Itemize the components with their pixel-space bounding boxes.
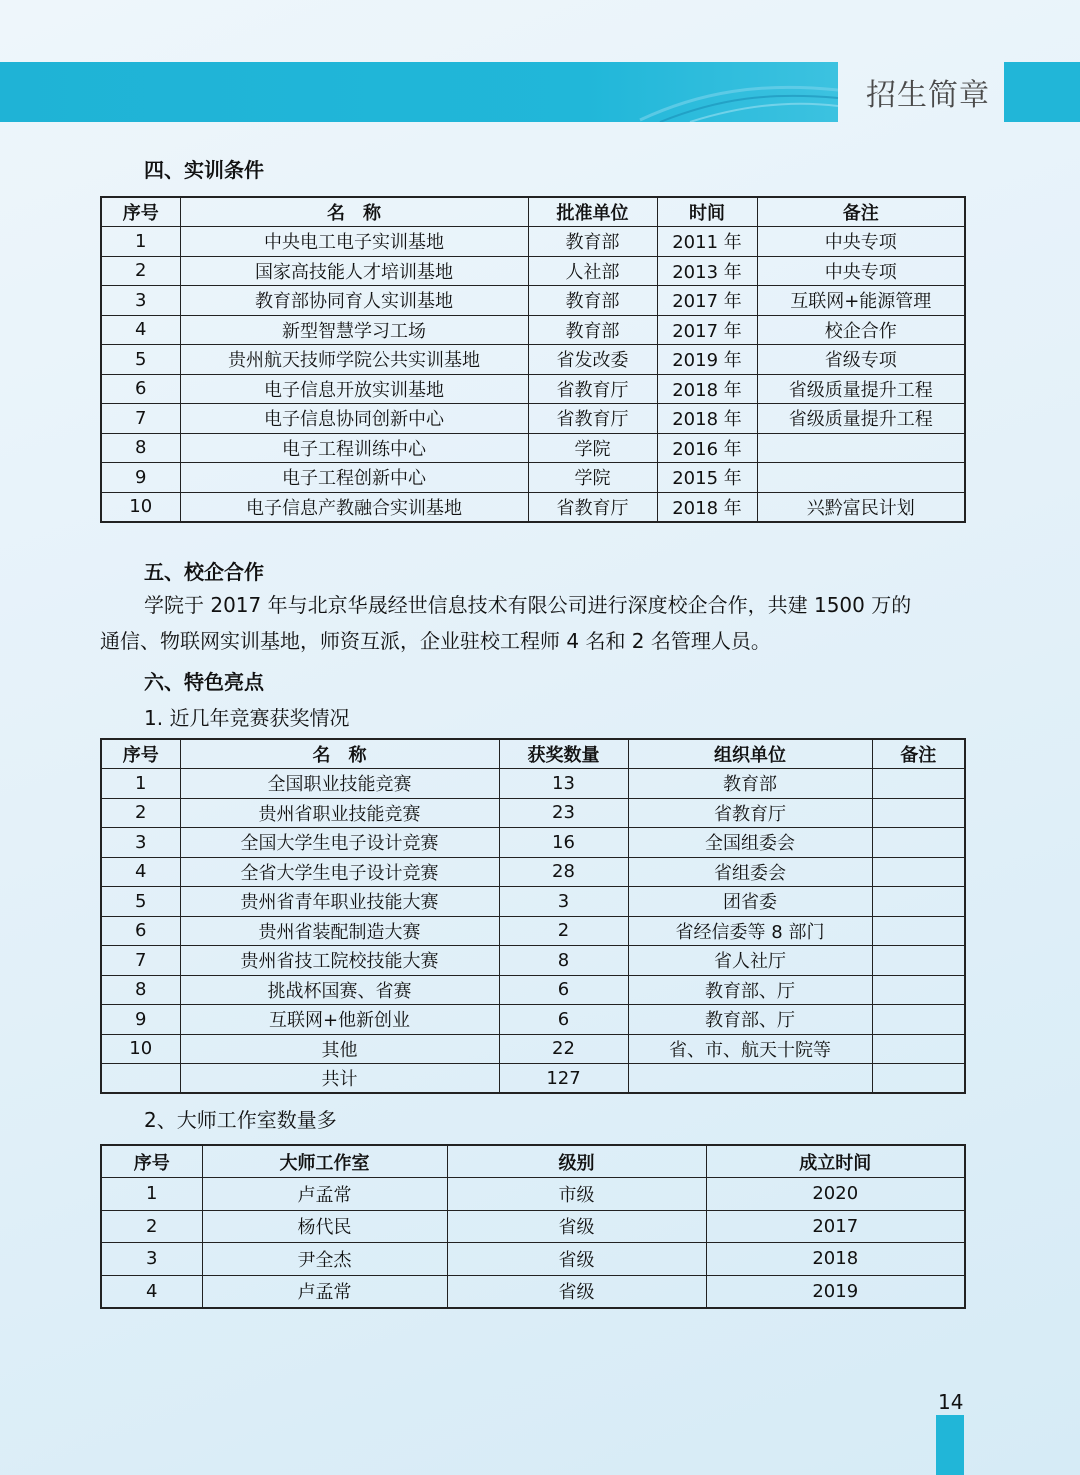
header-band: [0, 62, 838, 122]
table-cell: 全国职业技能竞赛: [180, 769, 499, 799]
column-header: 大师工作室: [202, 1145, 447, 1178]
table-cell: 省级质量提升工程: [757, 404, 965, 434]
table-row: [101, 1178, 965, 1211]
table-cell: 5: [101, 887, 180, 917]
page-number: 14: [938, 1390, 964, 1414]
table-cell: 省教育厅: [528, 404, 657, 434]
header-band-right: [1004, 62, 1080, 122]
table-cell: 新型智慧学习工场: [180, 315, 528, 345]
column-header: 级别: [447, 1145, 706, 1178]
table-cell: 3: [101, 1243, 202, 1276]
column-header: 成立时间: [706, 1145, 965, 1178]
table-cell: 省级专项: [757, 345, 965, 375]
table-cell: 6: [499, 1005, 628, 1035]
table-cell: 4: [101, 315, 180, 345]
table-cell: 10: [101, 492, 180, 522]
table-cell: 教育部: [528, 227, 657, 257]
table-cell: 中央专项: [757, 256, 965, 286]
table-cell: 4: [101, 857, 180, 887]
table-cell: 4: [101, 1275, 202, 1308]
table-row: [101, 1243, 965, 1276]
table-cell: 共计: [180, 1064, 499, 1094]
column-header: 获奖数量: [499, 739, 628, 769]
table-cell: 3: [499, 887, 628, 917]
subheading-competitions: 1. 近几年竞赛获奖情况: [144, 706, 350, 730]
training-facilities-table: [100, 196, 966, 523]
table-row: [101, 404, 965, 434]
table-row: [101, 946, 965, 976]
paragraph-line: 通信、物联网实训基地，师资互派，企业驻校工程师 4 名和 2 名管理人员。: [100, 629, 771, 653]
table-cell: 2: [101, 1210, 202, 1243]
table-cell: 电子工程训练中心: [180, 433, 528, 463]
table-cell: [101, 1064, 180, 1094]
table-cell: 省人社厅: [628, 946, 872, 976]
brochure-title: 招生简章: [866, 78, 990, 113]
table-cell: 2018 年: [657, 404, 757, 434]
table-cell: 省组委会: [628, 857, 872, 887]
table-cell: [872, 946, 965, 976]
table-cell: 省级: [447, 1275, 706, 1308]
table-cell: 1: [101, 1178, 202, 1211]
table-cell: 省教育厅: [528, 492, 657, 522]
table-cell: 2018 年: [657, 492, 757, 522]
section-heading-highlights: 六、特色亮点: [144, 670, 264, 694]
table-row: [101, 1064, 965, 1094]
table-cell: [628, 1064, 872, 1094]
table-cell: 1: [101, 769, 180, 799]
table-cell: [872, 857, 965, 887]
table-cell: 全省大学生电子设计竞赛: [180, 857, 499, 887]
table-cell: [872, 1034, 965, 1064]
table-cell: 2020: [706, 1178, 965, 1211]
table-cell: 中央电工电子实训基地: [180, 227, 528, 257]
table-cell: 6: [499, 975, 628, 1005]
table-cell: 6: [101, 916, 180, 946]
table-cell: 电子工程创新中心: [180, 463, 528, 493]
table-cell: 省经信委等 8 部门: [628, 916, 872, 946]
table-cell: 中央专项: [757, 227, 965, 257]
column-header: 批准单位: [528, 197, 657, 227]
section-heading-cooperation: 五、校企合作: [144, 560, 264, 584]
table-cell: 贵州省青年职业技能大赛: [180, 887, 499, 917]
table-cell: 电子信息开放实训基地: [180, 374, 528, 404]
table-row: [101, 798, 965, 828]
table-cell: 2017 年: [657, 286, 757, 316]
table-cell: 贵州省装配制造大赛: [180, 916, 499, 946]
table-header-row: [101, 1145, 965, 1178]
table-cell: 省发改委: [528, 345, 657, 375]
table-cell: 2: [101, 256, 180, 286]
table-row: [101, 1210, 965, 1243]
page-bar: [936, 1415, 964, 1475]
paragraph-line: 学院于 2017 年与北京华晟经世信息技术有限公司进行深度校企合作，共建 1500 万的: [144, 593, 912, 617]
table-cell: 全国组委会: [628, 828, 872, 858]
table-cell: 团省委: [628, 887, 872, 917]
table-cell: 互联网+能源管理: [757, 286, 965, 316]
table-cell: [872, 887, 965, 917]
table-cell: [872, 975, 965, 1005]
table-cell: 学院: [528, 463, 657, 493]
table-cell: 8: [101, 975, 180, 1005]
column-header: 备注: [757, 197, 965, 227]
table-row: [101, 345, 965, 375]
table-cell: 28: [499, 857, 628, 887]
table-cell: [757, 463, 965, 493]
table-cell: 3: [101, 828, 180, 858]
table-row: [101, 857, 965, 887]
table-cell: 127: [499, 1064, 628, 1094]
table-cell: 校企合作: [757, 315, 965, 345]
table-cell: [872, 1064, 965, 1094]
table-cell: 国家高技能人才培训基地: [180, 256, 528, 286]
table-header-row: [101, 197, 965, 227]
table-cell: 教育部: [528, 315, 657, 345]
table-row: [101, 227, 965, 257]
column-header: 备注: [872, 739, 965, 769]
table-cell: 2019: [706, 1275, 965, 1308]
table-cell: 省教育厅: [628, 798, 872, 828]
table-header-row: [101, 739, 965, 769]
table-cell: 贵州省技工院校技能大赛: [180, 946, 499, 976]
table-cell: 教育部: [628, 769, 872, 799]
column-header: 名 称: [180, 739, 499, 769]
table-cell: 2: [101, 798, 180, 828]
subheading-studios: 2、大师工作室数量多: [144, 1108, 337, 1132]
table-cell: 贵州省职业技能竞赛: [180, 798, 499, 828]
table-cell: 5: [101, 345, 180, 375]
table-cell: [872, 916, 965, 946]
master-studio-table: [100, 1144, 966, 1309]
table-cell: 挑战杯国赛、省赛: [180, 975, 499, 1005]
table-cell: 教育部: [528, 286, 657, 316]
table-cell: 全国大学生电子设计竞赛: [180, 828, 499, 858]
table-cell: 10: [101, 1034, 180, 1064]
table-cell: 教育部、厅: [628, 975, 872, 1005]
table-cell: 人社部: [528, 256, 657, 286]
table-row: [101, 916, 965, 946]
table-row: [101, 374, 965, 404]
table-cell: 2016 年: [657, 433, 757, 463]
table-cell: [757, 433, 965, 463]
table-cell: 省级: [447, 1210, 706, 1243]
table-cell: 卢孟常: [202, 1275, 447, 1308]
table-cell: 7: [101, 404, 180, 434]
column-header: 时间: [657, 197, 757, 227]
table-cell: 2018: [706, 1243, 965, 1276]
table-cell: 2011 年: [657, 227, 757, 257]
table-cell: 省级: [447, 1243, 706, 1276]
table-row: [101, 1275, 965, 1308]
table-cell: 尹全杰: [202, 1243, 447, 1276]
table-cell: 2015 年: [657, 463, 757, 493]
table-cell: [872, 828, 965, 858]
table-cell: 电子信息协同创新中心: [180, 404, 528, 434]
table-cell: 2018 年: [657, 374, 757, 404]
table-cell: 2: [499, 916, 628, 946]
table-row: [101, 975, 965, 1005]
table-cell: 卢孟常: [202, 1178, 447, 1211]
table-cell: 互联网+他新创业: [180, 1005, 499, 1035]
table-cell: [872, 798, 965, 828]
table-row: [101, 887, 965, 917]
table-cell: 杨代民: [202, 1210, 447, 1243]
table-row: [101, 433, 965, 463]
table-row: [101, 1034, 965, 1064]
table-row: [101, 828, 965, 858]
table-cell: 教育部、厅: [628, 1005, 872, 1035]
table-cell: 兴黔富民计划: [757, 492, 965, 522]
table-row: [101, 286, 965, 316]
table-cell: 教育部协同育人实训基地: [180, 286, 528, 316]
table-cell: 22: [499, 1034, 628, 1064]
table-row: [101, 256, 965, 286]
table-cell: 3: [101, 286, 180, 316]
table-cell: 省、市、航天十院等: [628, 1034, 872, 1064]
column-header: 序号: [101, 197, 180, 227]
wave-decoration: [0, 62, 838, 122]
table-cell: 13: [499, 769, 628, 799]
table-cell: 2017 年: [657, 315, 757, 345]
column-header: 组织单位: [628, 739, 872, 769]
table-cell: 市级: [447, 1178, 706, 1211]
table-cell: 23: [499, 798, 628, 828]
table-cell: 贵州航天技师学院公共实训基地: [180, 345, 528, 375]
table-row: [101, 315, 965, 345]
column-header: 名 称: [180, 197, 528, 227]
column-header: 序号: [101, 739, 180, 769]
table-cell: 8: [499, 946, 628, 976]
table-cell: 2019 年: [657, 345, 757, 375]
table-cell: 省级质量提升工程: [757, 374, 965, 404]
table-cell: [872, 769, 965, 799]
table-cell: 8: [101, 433, 180, 463]
table-row: [101, 463, 965, 493]
table-cell: 9: [101, 463, 180, 493]
section-heading-training: 四、实训条件: [144, 158, 264, 182]
table-cell: 2017: [706, 1210, 965, 1243]
table-cell: 2013 年: [657, 256, 757, 286]
cooperation-paragraph: [100, 587, 966, 659]
table-cell: 其他: [180, 1034, 499, 1064]
table-cell: 1: [101, 227, 180, 257]
table-row: [101, 492, 965, 522]
table-cell: 7: [101, 946, 180, 976]
table-cell: 16: [499, 828, 628, 858]
column-header: 序号: [101, 1145, 202, 1178]
table-cell: 学院: [528, 433, 657, 463]
table-cell: [872, 1005, 965, 1035]
table-cell: 电子信息产教融合实训基地: [180, 492, 528, 522]
table-cell: 9: [101, 1005, 180, 1035]
table-row: [101, 769, 965, 799]
table-cell: 6: [101, 374, 180, 404]
table-row: [101, 1005, 965, 1035]
competition-awards-table: [100, 738, 966, 1094]
table-cell: 省教育厅: [528, 374, 657, 404]
